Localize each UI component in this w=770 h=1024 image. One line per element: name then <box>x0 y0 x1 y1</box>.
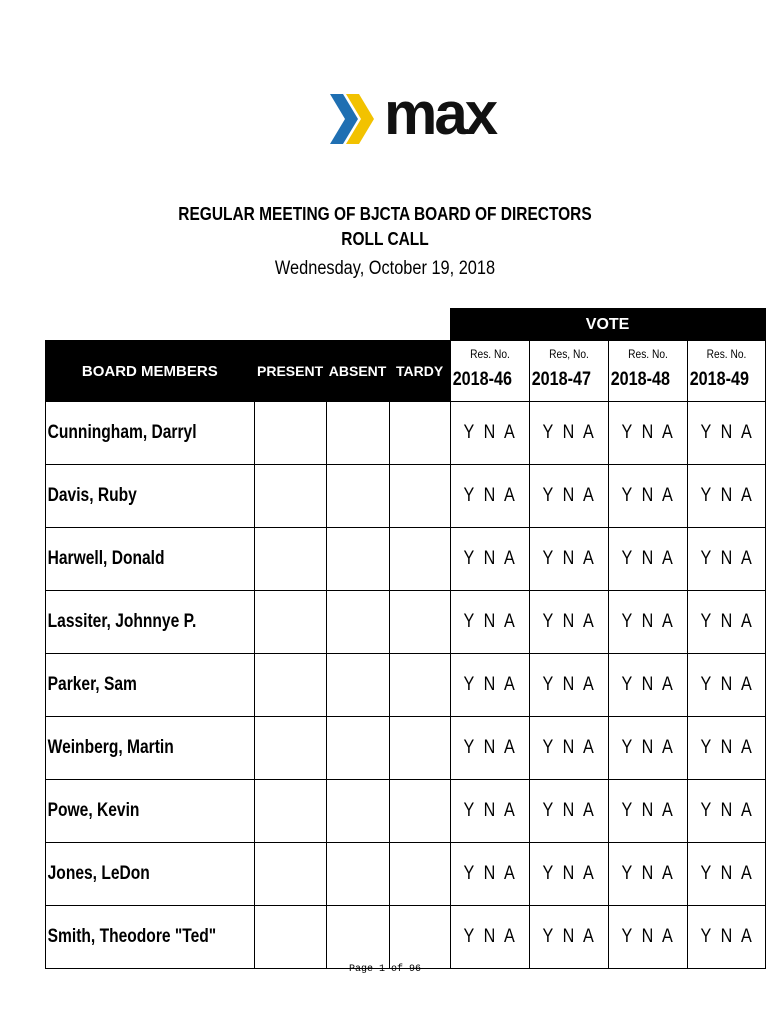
absent-cell[interactable] <box>326 654 389 717</box>
vote-options: Y N A <box>700 485 752 506</box>
vote-options-cell[interactable] <box>529 906 608 969</box>
vote-header-row <box>46 309 766 341</box>
vote-options-cell[interactable] <box>450 402 529 465</box>
document-subtitle: ROLL CALL <box>341 229 429 249</box>
tardy-cell[interactable] <box>389 402 450 465</box>
vote-options: Y N A <box>542 737 595 758</box>
tardy-cell[interactable] <box>389 591 450 654</box>
present-cell[interactable] <box>254 402 326 465</box>
vote-options-cell[interactable] <box>529 717 608 780</box>
absent-cell[interactable] <box>326 843 389 906</box>
absent-cell[interactable] <box>326 717 389 780</box>
present-cell[interactable] <box>254 654 326 717</box>
member-name: Jones, LeDon <box>47 863 150 884</box>
vote-options-cell[interactable] <box>687 717 765 780</box>
table-row <box>46 654 766 717</box>
vote-options-cell[interactable] <box>608 780 687 843</box>
vote-options-cell[interactable] <box>608 402 687 465</box>
meeting-date: Wednesday, October 19, 2018 <box>274 258 496 279</box>
header-tardy: TARDY <box>389 341 450 402</box>
member-name-cell <box>46 780 255 843</box>
vote-options-cell[interactable] <box>529 591 608 654</box>
absent-cell[interactable] <box>326 528 389 591</box>
vote-options-cell[interactable] <box>608 591 687 654</box>
resolution-number: 2018-47 <box>531 369 591 390</box>
vote-options: Y N A <box>621 800 674 821</box>
present-cell[interactable] <box>254 591 326 654</box>
tardy-cell[interactable] <box>389 528 450 591</box>
member-name: Parker, Sam <box>47 674 137 695</box>
vote-options-cell[interactable] <box>608 654 687 717</box>
logo-wordmark: max <box>384 80 496 147</box>
vote-options: Y N A <box>700 800 752 821</box>
member-name: Powe, Kevin <box>47 800 140 821</box>
vote-options-cell[interactable] <box>687 591 765 654</box>
member-name-cell <box>46 654 255 717</box>
vote-options-cell[interactable] <box>687 780 765 843</box>
member-name-cell <box>46 906 255 969</box>
member-name: Davis, Ruby <box>47 485 137 506</box>
tardy-cell[interactable] <box>389 780 450 843</box>
vote-options-cell[interactable] <box>687 465 765 528</box>
present-cell[interactable] <box>254 843 326 906</box>
resolution-number: 2018-49 <box>689 369 749 390</box>
header-board-members: BOARD MEMBERS <box>46 341 255 402</box>
vote-options-cell[interactable] <box>450 717 529 780</box>
vote-options-cell[interactable] <box>450 465 529 528</box>
tardy-cell[interactable] <box>389 717 450 780</box>
resolution-header-1 <box>450 341 529 402</box>
vote-options-cell[interactable] <box>608 465 687 528</box>
vote-options: Y N A <box>463 611 516 632</box>
absent-cell[interactable] <box>326 402 389 465</box>
vote-options: Y N A <box>700 611 752 632</box>
vote-options-cell[interactable] <box>608 717 687 780</box>
table-row <box>46 780 766 843</box>
column-header-row <box>46 341 766 402</box>
document-title: REGULAR MEETING OF BJCTA BOARD OF DIRECTORS <box>178 204 592 224</box>
vote-options-cell[interactable] <box>687 402 765 465</box>
vote-options-cell[interactable] <box>450 843 529 906</box>
vote-options-cell[interactable] <box>450 528 529 591</box>
tardy-cell[interactable] <box>389 906 450 969</box>
vote-options: Y N A <box>621 863 674 884</box>
vote-options-cell[interactable] <box>529 465 608 528</box>
header-present: PRESENT <box>254 341 326 402</box>
header-absent: ABSENT <box>326 341 389 402</box>
roll-call-table <box>45 308 766 969</box>
absent-cell[interactable] <box>326 906 389 969</box>
vote-options: Y N A <box>700 548 752 569</box>
vote-options: Y N A <box>700 422 752 443</box>
vote-options: Y N A <box>621 548 674 569</box>
member-name-cell <box>46 717 255 780</box>
tardy-cell[interactable] <box>389 654 450 717</box>
table-row <box>46 465 766 528</box>
vote-options-cell[interactable] <box>529 843 608 906</box>
resolution-label: Res. No. <box>469 347 510 361</box>
resolution-number: 2018-46 <box>452 369 512 390</box>
member-name-cell <box>46 402 255 465</box>
vote-options: Y N A <box>700 674 752 695</box>
vote-options-cell[interactable] <box>608 843 687 906</box>
tardy-cell[interactable] <box>389 465 450 528</box>
resolution-header-3 <box>608 341 687 402</box>
absent-cell[interactable] <box>326 780 389 843</box>
member-name: Cunningham, Darryl <box>47 422 197 443</box>
vote-options: Y N A <box>621 674 674 695</box>
member-name: Smith, Theodore "Ted" <box>47 926 217 947</box>
vote-options-cell[interactable] <box>687 843 765 906</box>
vote-options: Y N A <box>463 485 516 506</box>
absent-cell[interactable] <box>326 591 389 654</box>
logo-chevrons-icon <box>330 92 390 146</box>
vote-options-cell[interactable] <box>529 780 608 843</box>
vote-options: Y N A <box>542 485 595 506</box>
vote-options-cell[interactable] <box>687 654 765 717</box>
vote-options-cell[interactable] <box>687 528 765 591</box>
member-name-cell <box>46 528 255 591</box>
vote-options: Y N A <box>542 863 595 884</box>
vote-options: Y N A <box>542 548 595 569</box>
vote-header: VOTE <box>450 309 765 341</box>
vote-options: Y N A <box>700 863 752 884</box>
member-name-cell <box>46 465 255 528</box>
vote-options: Y N A <box>621 926 674 947</box>
vote-options: Y N A <box>463 674 516 695</box>
table-row <box>46 528 766 591</box>
vote-options-cell[interactable] <box>450 591 529 654</box>
vote-options: Y N A <box>463 737 516 758</box>
vote-options-cell[interactable] <box>450 654 529 717</box>
vote-options-cell[interactable] <box>687 906 765 969</box>
resolution-label: Res. No. <box>706 347 746 361</box>
vote-options: Y N A <box>463 863 516 884</box>
table-row <box>46 402 766 465</box>
vote-options: Y N A <box>463 800 516 821</box>
tardy-cell[interactable] <box>389 843 450 906</box>
vote-options: Y N A <box>542 800 595 821</box>
vote-options-cell[interactable] <box>529 402 608 465</box>
absent-cell[interactable] <box>326 465 389 528</box>
vote-options: Y N A <box>542 674 595 695</box>
vote-options: Y N A <box>621 422 674 443</box>
vote-options: Y N A <box>542 611 595 632</box>
vote-options: Y N A <box>463 422 516 443</box>
vote-options: Y N A <box>542 422 595 443</box>
member-name-cell <box>46 591 255 654</box>
resolution-label: Res, No. <box>548 347 589 361</box>
vote-options-cell[interactable] <box>529 654 608 717</box>
vote-options: Y N A <box>621 611 674 632</box>
present-cell[interactable] <box>254 780 326 843</box>
resolution-header-4 <box>687 341 765 402</box>
vote-options-cell[interactable] <box>450 780 529 843</box>
vote-options: Y N A <box>621 485 674 506</box>
member-name: Weinberg, Martin <box>47 737 174 758</box>
present-cell[interactable] <box>254 717 326 780</box>
vote-options: Y N A <box>463 926 516 947</box>
max-logo <box>330 80 496 147</box>
present-cell[interactable] <box>254 906 326 969</box>
page-number: Page 1 of 96 <box>348 964 421 975</box>
table-row <box>46 717 766 780</box>
vote-options: Y N A <box>542 926 595 947</box>
member-name: Harwell, Donald <box>47 548 165 569</box>
vote-options: Y N A <box>700 926 752 947</box>
vote-options-cell[interactable] <box>529 528 608 591</box>
resolution-label: Res. No. <box>627 347 668 361</box>
member-name: Lassiter, Johnnye P. <box>47 611 197 632</box>
vote-options-cell[interactable] <box>608 528 687 591</box>
vote-options-cell[interactable] <box>450 906 529 969</box>
resolution-header-2 <box>529 341 608 402</box>
table-row <box>46 906 766 969</box>
present-cell[interactable] <box>254 528 326 591</box>
vote-options-cell[interactable] <box>608 906 687 969</box>
present-cell[interactable] <box>254 465 326 528</box>
table-row <box>46 843 766 906</box>
resolution-number: 2018-48 <box>610 369 670 390</box>
table-row <box>46 591 766 654</box>
vote-options: Y N A <box>621 737 674 758</box>
member-name-cell <box>46 843 255 906</box>
vote-options: Y N A <box>463 548 516 569</box>
vote-options: Y N A <box>700 737 752 758</box>
